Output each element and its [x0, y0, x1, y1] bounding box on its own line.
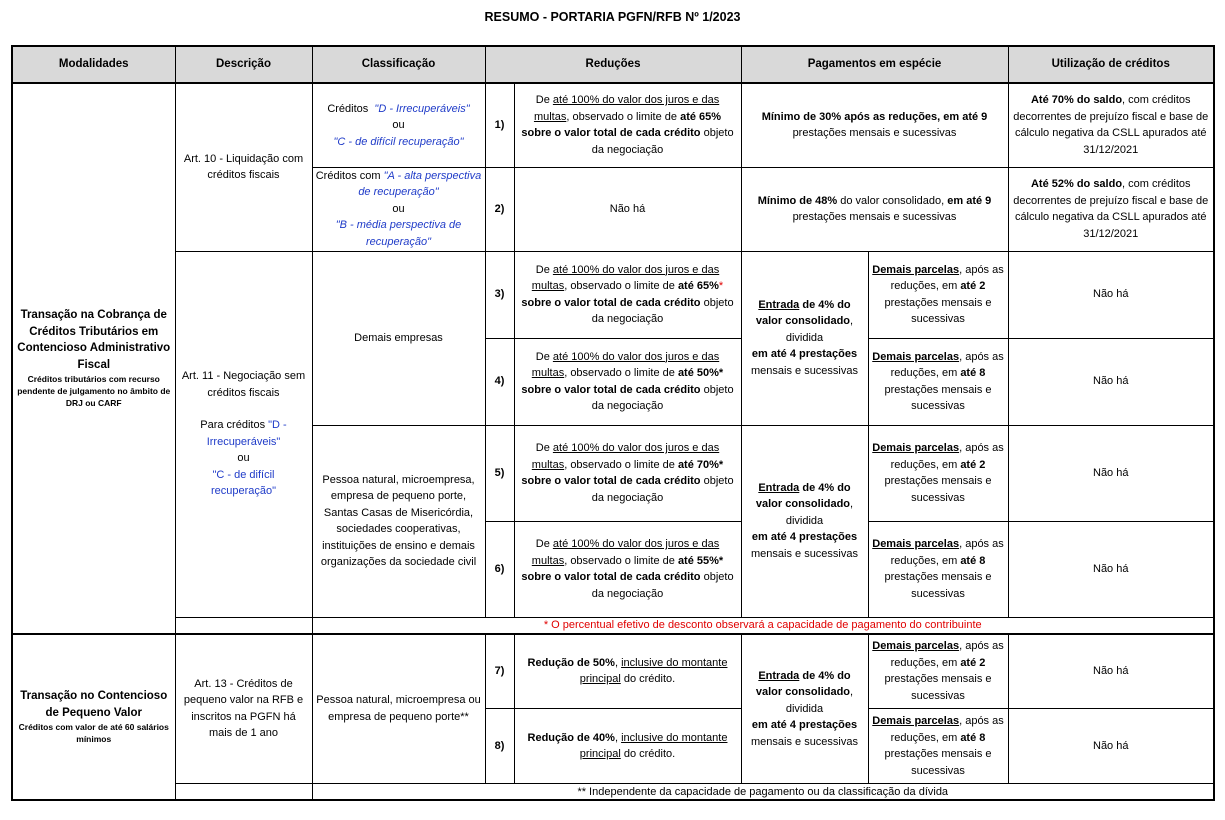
pagamento-demais: [868, 709, 1008, 784]
pagamento-entrada: [741, 634, 868, 784]
pagamento-cell: [741, 83, 1008, 167]
pag-apos: , após as reduções, em: [890, 263, 1004, 292]
pag-ate: até 8: [960, 731, 986, 744]
classificacao-pequeno: Pessoa natural, microempresa ou empresa de pequeno porte**: [312, 634, 485, 784]
pag-ate: até 2: [960, 280, 986, 292]
header-descricao: Descrição: [175, 46, 312, 83]
red-objeto: objeto da negociação: [591, 296, 734, 325]
red-inclusive: inclusive do montante principal: [579, 656, 728, 686]
pag-entrada: Entrada: [758, 298, 800, 311]
cred-rest: , com créditos decorrentes de prejuízo fiscal e base de cálculo negativa da CSLL apurados até 31/12/2021: [1013, 178, 1209, 240]
red-observado: , observado o limite de: [564, 554, 675, 567]
item-number: 7): [485, 634, 514, 709]
pag-prest: prestações mensais e sucessivas: [884, 475, 992, 504]
reducao-cell: [514, 338, 741, 425]
modalidade-subtitle: Créditos com valor de até 60 salários mínimos: [18, 722, 169, 745]
header-creditos: Utilização de créditos: [1008, 46, 1214, 83]
pagamento-demais: [868, 521, 1008, 617]
pag-prest: prestações mensais e sucessivas: [884, 383, 992, 412]
pag-normal: do valor consolidado,: [840, 194, 945, 207]
pag-apos: , após as reduções, em: [890, 350, 1004, 379]
pag-demais: Demais parcelas: [872, 640, 960, 653]
pagamento-demais: [868, 634, 1008, 709]
reducao-cell: De até 100% do valor dos juros e das multas, observado o limite de até 65%* sobre o valor total de cada crédito objeto da negociação: [514, 251, 741, 338]
pag-prest: prestações mensais e sucessivas: [884, 673, 992, 702]
pag-dividida: , dividida: [785, 498, 854, 527]
pag-bold: Mínimo de 30% após as reduções, em até 9: [761, 110, 988, 123]
header-row: [12, 46, 1214, 83]
cred-bold: Até 70% do saldo: [1030, 94, 1123, 107]
pag-bold: Mínimo de 48%: [757, 194, 838, 207]
pag-demais: Demais parcelas: [872, 715, 960, 727]
note-capacidade: * O percentual efetivo de desconto observará a capacidade de pagamento do contribuinte: [312, 617, 1214, 634]
header-classificacao: Classificação: [312, 46, 485, 83]
red-juros-multas: até 100% do valor dos juros e das multas: [531, 538, 720, 567]
pagamento-demais: [868, 251, 1008, 338]
credito-cell: Não há: [1008, 251, 1214, 338]
desc-art11: Art. 11 - Negociação sem créditos fiscais: [181, 370, 306, 399]
red-objeto: objeto da negociação: [591, 383, 734, 412]
reducao-cell: [514, 83, 741, 167]
item-number: 5): [485, 425, 514, 521]
red-de: De: [535, 94, 550, 107]
credito-cell: Não há: [1008, 521, 1214, 617]
red-limit: até 65%: [680, 110, 722, 123]
descricao-art10: Art. 10 - Liquidação com créditos fiscais: [175, 83, 312, 251]
pagamento-entrada: [741, 251, 868, 425]
red-observado: , observado o limite de: [566, 110, 678, 123]
class-text: Créditos: [327, 102, 369, 115]
red-limit: até 70%*: [677, 458, 724, 471]
class-b: "B - média perspectiva de recuperação": [335, 219, 462, 248]
reducao-cell: Redução de 50%, inclusive do montante principal do crédito.: [514, 634, 741, 709]
classificacao-a-b: [312, 167, 485, 251]
item-number: 3): [485, 251, 514, 338]
class-text: Créditos com: [315, 169, 381, 182]
cred-rest: , com créditos decorrentes de prejuízo fiscal e base de cálculo negativa da CSLL apurados até 31/12/2021: [1013, 94, 1209, 156]
red-sobre: sobre o valor total de cada crédito: [521, 296, 701, 309]
pag-entrada: Entrada: [758, 481, 800, 494]
modalidade-title: Transação no Contencioso de Pequeno Valor: [20, 690, 168, 719]
table-row: [12, 634, 1214, 709]
classificacao-demais: Demais empresas: [312, 251, 485, 425]
red-sobre: sobre o valor total de cada crédito: [521, 383, 701, 396]
item-number: 6): [485, 521, 514, 617]
pag-demais: Demais parcelas: [872, 538, 960, 550]
note-row: [12, 617, 1214, 634]
pag-demais: Demais parcelas: [872, 442, 960, 454]
red-observado: , observado o limite de: [564, 280, 675, 292]
pag-ate: até 2: [960, 656, 986, 669]
pag-apos: , após as reduções, em: [890, 538, 1004, 567]
red-do-credito: do crédito.: [623, 748, 676, 760]
pag-entrada-valor: de 4% do valor consolidado: [755, 481, 851, 511]
class-a: "A - alta perspectiva de recuperação": [358, 169, 482, 199]
pag-entrada-valor: de 4% do valor consolidado: [755, 669, 851, 698]
red-limit: até 55%*: [677, 554, 724, 567]
modalidade-pequeno-valor: [12, 634, 175, 801]
pagamento-demais: [868, 425, 1008, 521]
red-de: De: [535, 538, 550, 550]
item-number: 2): [485, 167, 514, 251]
pag-apos: , após as reduções, em: [890, 640, 1004, 669]
credito-cell: [1008, 83, 1214, 167]
pag-normal: prestações mensais e sucessivas: [792, 211, 957, 223]
class-d: "D - Irrecuperáveis": [374, 102, 470, 115]
header-modalidades: Modalidades: [12, 46, 175, 83]
note-row: [12, 784, 1214, 801]
credito-cell: Não há: [1008, 338, 1214, 425]
red-juros-multas: até 100% do valor dos juros e das multas: [533, 94, 720, 123]
desc-c: "C - de difícil recuperação": [210, 468, 277, 498]
item-number: 4): [485, 338, 514, 425]
credito-cell: Não há: [1008, 709, 1214, 784]
pag-prest: prestações mensais e sucessivas: [884, 571, 992, 600]
table-row: [12, 83, 1214, 167]
red-limit: até 65%: [677, 280, 719, 292]
pag-mensais: mensais e sucessivas: [751, 547, 858, 560]
reducao-cell: Redução de 40%, inclusive do montante principal do crédito.: [514, 709, 741, 784]
item-number: 8): [485, 709, 514, 784]
descricao-art13: Art. 13 - Créditos de pequeno valor na RFB e inscritos na PGFN há mais de 1 ano: [175, 634, 312, 784]
red-do-credito: do crédito.: [623, 673, 676, 686]
pag-normal: prestações mensais e sucessivas: [792, 127, 957, 140]
class-ou: ou: [392, 119, 405, 131]
red-objeto: objeto da negociação: [591, 571, 734, 600]
credito-cell: Não há: [1008, 634, 1214, 709]
item-number: 1): [485, 83, 514, 167]
table-row: [12, 251, 1214, 338]
summary-table: [11, 45, 1215, 801]
credito-cell: Não há: [1008, 425, 1214, 521]
desc-para: Para créditos: [200, 419, 266, 432]
class-ou: ou: [392, 202, 405, 215]
modalidade-title: Transação na Cobrança de Créditos Tributários em Contencioso Administrativo Fiscal: [17, 309, 171, 371]
red-juros-multas: até 100% do valor dos juros e das multas: [531, 263, 720, 292]
pag-demais: Demais parcelas: [872, 350, 960, 363]
pag-apos: , após as reduções, em: [890, 715, 1004, 744]
pag-mensais: mensais e sucessivas: [751, 735, 858, 748]
red-observado: , observado o limite de: [564, 458, 675, 471]
pag-apos: , após as reduções, em: [890, 442, 1004, 471]
pag-demais: Demais parcelas: [872, 263, 960, 276]
red-de: De: [535, 350, 550, 363]
pag-prest: prestações mensais e sucessivas: [884, 748, 992, 777]
red-sobre: sobre o valor total de cada crédito: [521, 571, 701, 583]
reducao-cell: [514, 521, 741, 617]
pag-entrada-valor: de 4% do valor consolidado: [755, 298, 851, 328]
descricao-art11: [175, 251, 312, 617]
modalidade-subtitle: Créditos tributários com recurso pendente de julgamento no âmbito de DRJ ou CARF: [17, 374, 171, 409]
header-pagamentos: Pagamentos em espécie: [741, 46, 1008, 83]
reducao-cell: Não há: [514, 167, 741, 251]
red-objeto: objeto da negociação: [591, 475, 734, 504]
pag-entrada: Entrada: [758, 669, 800, 682]
header-reducoes: Reduções: [485, 46, 741, 83]
red-de: De: [535, 442, 550, 454]
red-inclusive: inclusive do montante principal: [579, 731, 728, 760]
pag-ate: até 8: [960, 367, 986, 379]
red-bold: Redução de 40%: [527, 731, 615, 744]
red-bold: Redução de 50%: [527, 656, 615, 669]
red-juros-multas: até 100% do valor dos juros e das multas: [531, 442, 720, 471]
pag-ate: até 8: [960, 554, 986, 567]
credito-cell: [1008, 167, 1214, 251]
classificacao-d-c: [312, 83, 485, 167]
pagamento-cell: [741, 167, 1008, 251]
pag-ate: até 2: [960, 458, 986, 471]
pag-dividida: , dividida: [785, 315, 854, 344]
red-objeto: objeto da negociação: [591, 127, 734, 156]
cred-bold: Até 52% do saldo: [1030, 178, 1123, 190]
pagamento-entrada: [741, 425, 868, 617]
red-de: De: [535, 263, 550, 276]
desc-d: "D - Irrecuperáveis": [206, 419, 287, 448]
red-juros-multas: até 100% do valor dos juros e das multas: [531, 350, 720, 379]
classificacao-pessoa: Pessoa natural, microempresa, empresa de pequeno porte, Santas Casas de Misericórdia, sociedades cooperativas, instituições de ensino e demais organizações da sociedade civil: [312, 425, 485, 617]
pag-em-ate-4: em até 4 prestações: [751, 719, 858, 731]
pag-bold: em até 9: [947, 194, 992, 207]
reducao-cell: [514, 425, 741, 521]
class-c: "C - de difícil recuperação": [333, 135, 464, 148]
pag-dividida: , dividida: [785, 686, 854, 715]
pag-mensais: mensais e sucessivas: [751, 364, 858, 377]
pag-em-ate-4: em até 4 prestações: [751, 348, 858, 361]
pag-prest: prestações mensais e sucessivas: [884, 296, 992, 325]
red-sobre: sobre o valor total de cada crédito: [521, 127, 701, 140]
modalidade-contencioso-administrativo: [12, 83, 175, 634]
document-title: RESUMO - PORTARIA PGFN/RFB Nº 1/2023: [484, 10, 741, 24]
pagamento-demais: [868, 338, 1008, 425]
red-observado: , observado o limite de: [564, 367, 675, 379]
note-independente: ** Independente da capacidade de pagamento ou da classificação da dívida: [312, 784, 1214, 801]
red-sobre: sobre o valor total de cada crédito: [521, 475, 701, 487]
red-limit: até 50%*: [677, 367, 724, 379]
desc-ou: ou: [237, 452, 250, 465]
pag-em-ate-4: em até 4 prestações: [751, 531, 858, 544]
